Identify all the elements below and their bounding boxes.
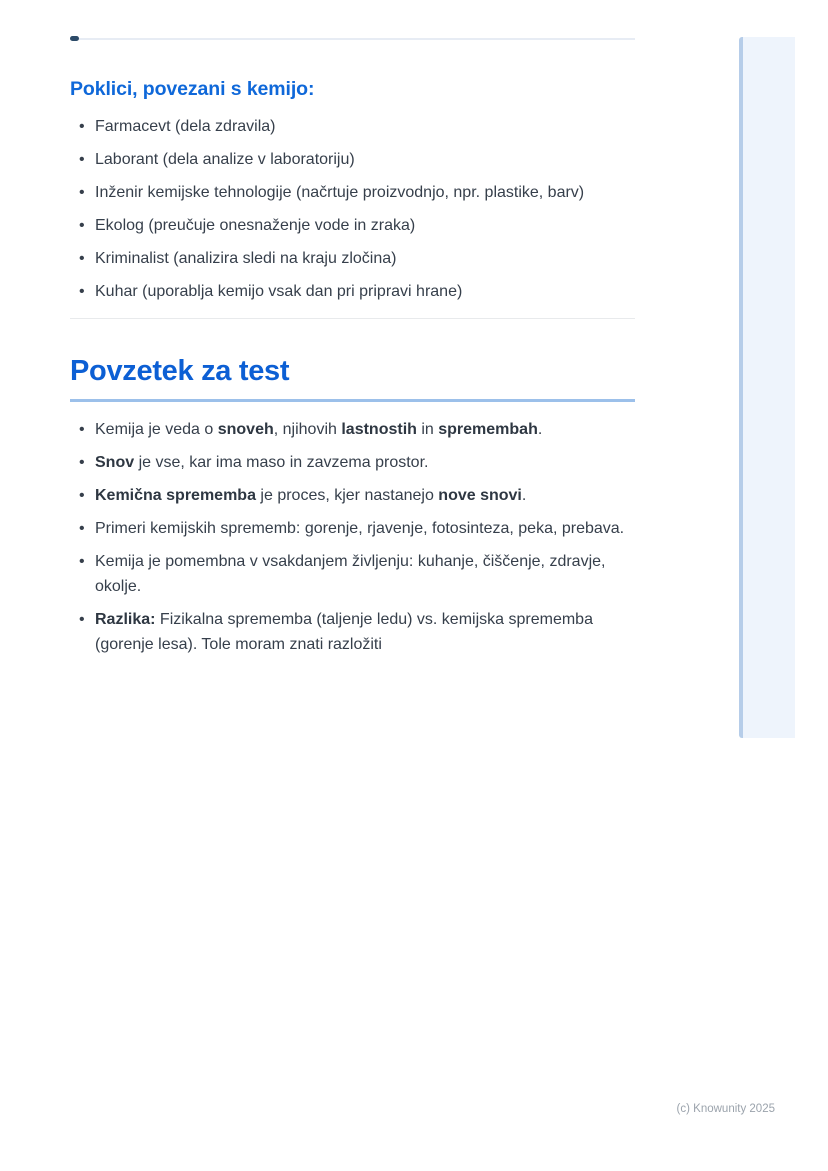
bold-text: Razlika:	[95, 611, 156, 628]
next-page-edge[interactable]	[739, 37, 795, 738]
text: Fizikalna sprememba (taljenje ledu) vs. kemijska sprememba (gorenje lesa). Tole moram znati razložiti	[95, 611, 593, 653]
bold-text: lastnostih	[341, 421, 417, 438]
text: Kemija je veda o	[95, 421, 218, 438]
list-item	[70, 417, 635, 442]
bold-text: nove snovi	[438, 487, 522, 504]
text: je vse, kar ima maso in zavzema prostor.	[134, 454, 429, 471]
page-title-povzetek: Povzetek za test	[70, 353, 635, 402]
text: Farmacevt (dela zdravila)	[95, 118, 276, 135]
section-divider	[70, 318, 635, 319]
section-heading-poklici: Poklici, povezani s kemijo:	[70, 78, 315, 100]
text: in	[416, 421, 439, 438]
list-item	[70, 180, 635, 205]
document-content	[70, 0, 635, 665]
bold-text: spremembah	[438, 421, 538, 438]
list-item	[70, 450, 635, 475]
text: Kemija je pomembna v vsakdanjem življenju: kuhanje, čiščenje, zdravje, okolje.	[95, 553, 606, 595]
text: Primeri kemijskih sprememb: gorenje, rjavenje, fotosinteza, peka, prebava.	[95, 520, 625, 537]
list-item	[70, 246, 635, 271]
list-item	[70, 114, 635, 139]
text: Kuhar (uporablja kemijo vsak dan pri pripravi hrane)	[95, 283, 463, 300]
list-item	[70, 279, 635, 304]
text: Ekolog (preučuje onesnaženje vode in zraka)	[95, 217, 416, 234]
text: , njihovih	[273, 421, 342, 438]
bold-text: snoveh	[217, 421, 274, 438]
bold-text: Kemična sprememba	[95, 487, 256, 504]
list-item	[70, 213, 635, 238]
text: .	[521, 487, 527, 504]
text: je proces, kjer nastanejo	[255, 487, 439, 504]
text: Laborant (dela analize v laboratoriju)	[95, 151, 355, 168]
list-item	[70, 607, 635, 657]
list-item	[70, 483, 635, 508]
list-item	[70, 516, 635, 541]
professions-list	[70, 114, 635, 304]
text: .	[537, 421, 543, 438]
text: Inženir kemijske tehnologije (načrtuje proizvodnjo, npr. plastike, barv)	[95, 184, 585, 201]
list-item	[70, 147, 635, 172]
list-item	[70, 549, 635, 599]
summary-list	[70, 417, 635, 657]
text: Kriminalist (analizira sledi na kraju zločina)	[95, 250, 397, 267]
bold-text: Snov	[95, 454, 135, 471]
copyright-text: (c) Knowunity 2025	[676, 1103, 775, 1115]
